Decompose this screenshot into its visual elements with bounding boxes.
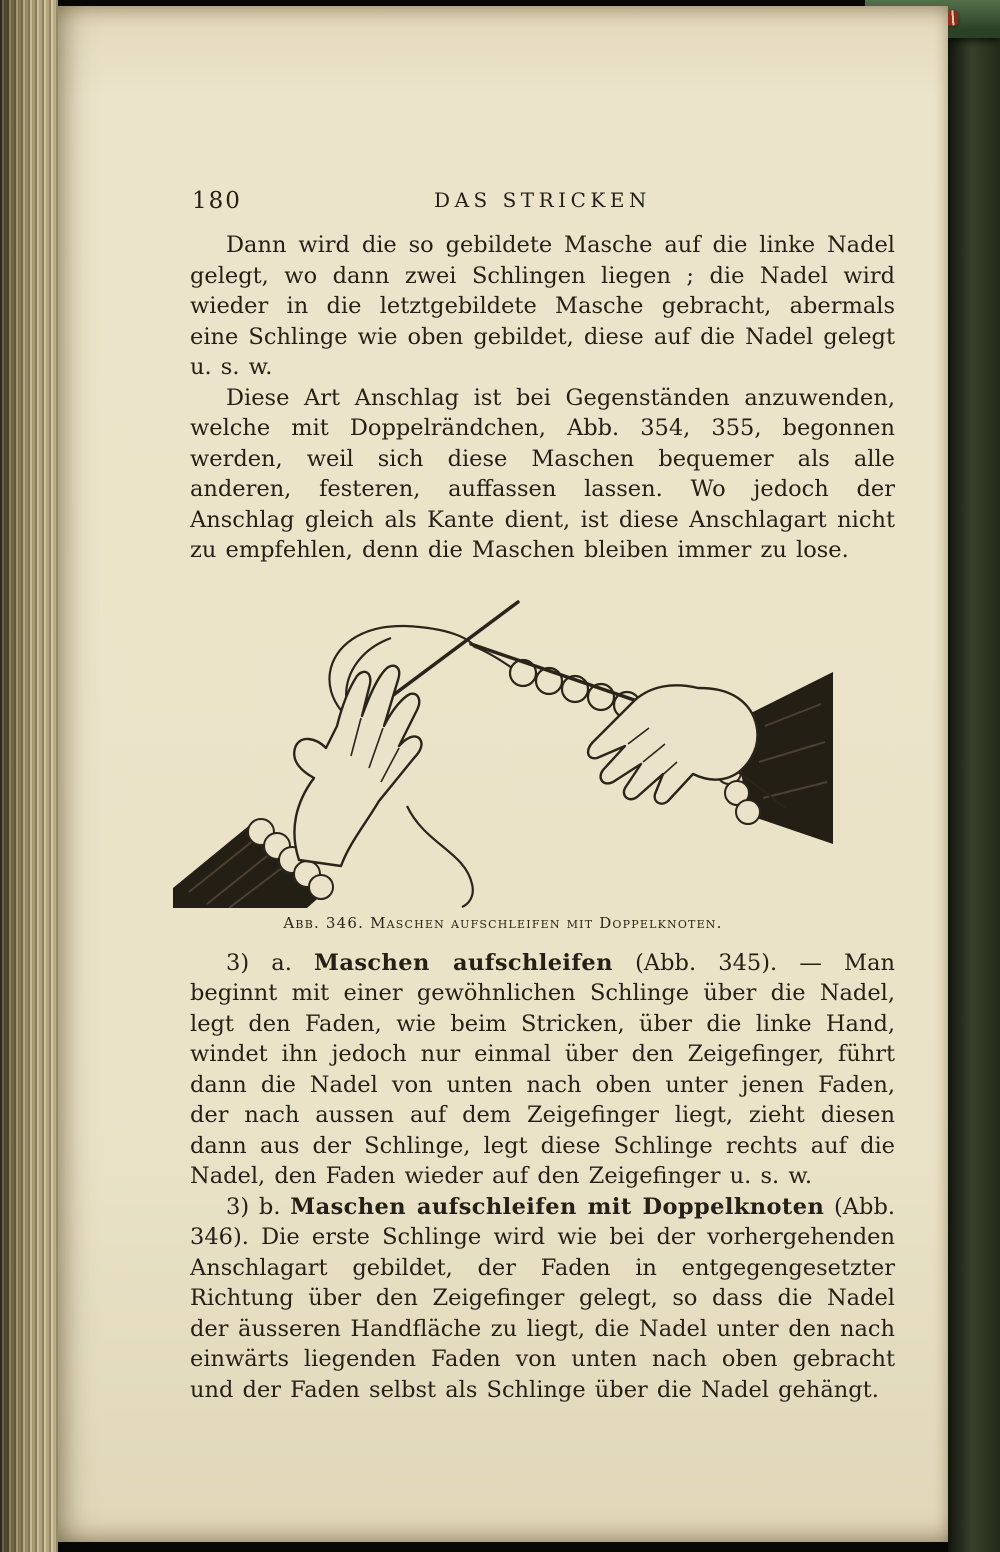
knitting-hands-illustration [173,576,833,908]
book-cover-edge [948,0,1000,1552]
text-run: (Abb. 345). — Man beginnt mit einer gewöhnlichen Schlinge über die Nadel, legt den Faden, wie beim Stricken, über die linke Hand, windet ihn jedoch nur einmal über den Zeigefinger, führt dann die Nadel von unten nach oben unter jenen Faden, der nach aussen auf dem Zeigefinger liegt, zieht diesen dann aus der Schlinge, legt diese Schlinge rechts auf die Nadel, den Faden wieder auf den Zeigefinger u. s. w. [190,949,895,1189]
paragraph [190,1192,895,1406]
page-edges [0,0,58,1552]
text-run: Dann wird die so gebildete Masche auf die linke Nadel gelegt, wo dann zwei Schlingen liegen ; die Nadel wird wieder in die letztgebildete Masche gebracht, abermals eine Schlinge wie oben gebildet, diese auf die Nadel gelegt u. s. w. [190,232,895,380]
text-run: 3) a. [226,949,315,976]
paragraph [190,948,895,1192]
book-page [58,6,948,1542]
running-header: DAS STRICKEN [434,188,651,212]
figure-engraving [58,576,948,932]
bold-text: Maschen aufschleifen mit Doppelknoten [290,1193,825,1220]
text-run: (Abb. 346). Die erste Schlinge wird wie bei der vorhergehenden Anschlagart gebildet, der Faden in entgegengesetzter Richtung über den Zeigefinger gelegt, so dass die Nadel der äusseren Handfläche zu liegt, die Nadel unter den nach einwärts liegenden Faden von unten nach oben gebracht und der Faden selbst als Schlinge über die Nadel gehängt. [190,1193,896,1403]
paragraph [190,230,895,383]
body-text-bottom [190,948,895,1406]
page-number: 180 [192,188,242,214]
text-run: 3) b. [226,1193,291,1220]
paragraph [190,383,895,566]
hanging-thread [407,806,473,907]
figure-caption: Abb. 346. Maschen aufschleifen mit Doppelknoten. [283,913,723,932]
text-run: Diese Art Anschlag ist bei Gegenständen anzuwenden, welche mit Doppelrändchen, Abb. 354, 355, begonnen werden, weil sich diese Maschen bequemer als alle anderen, festeren, auffassen lassen. Wo jedoch der Anschlag gleich als Kante dient, ist diese Anschlagart nicht zu empfehlen, denn die Maschen bleiben immer zu lose. [190,384,895,563]
left-hand [294,665,421,865]
bold-text: Maschen aufschleifen [314,949,613,976]
page-head [190,186,895,218]
body-text-top [190,230,895,566]
